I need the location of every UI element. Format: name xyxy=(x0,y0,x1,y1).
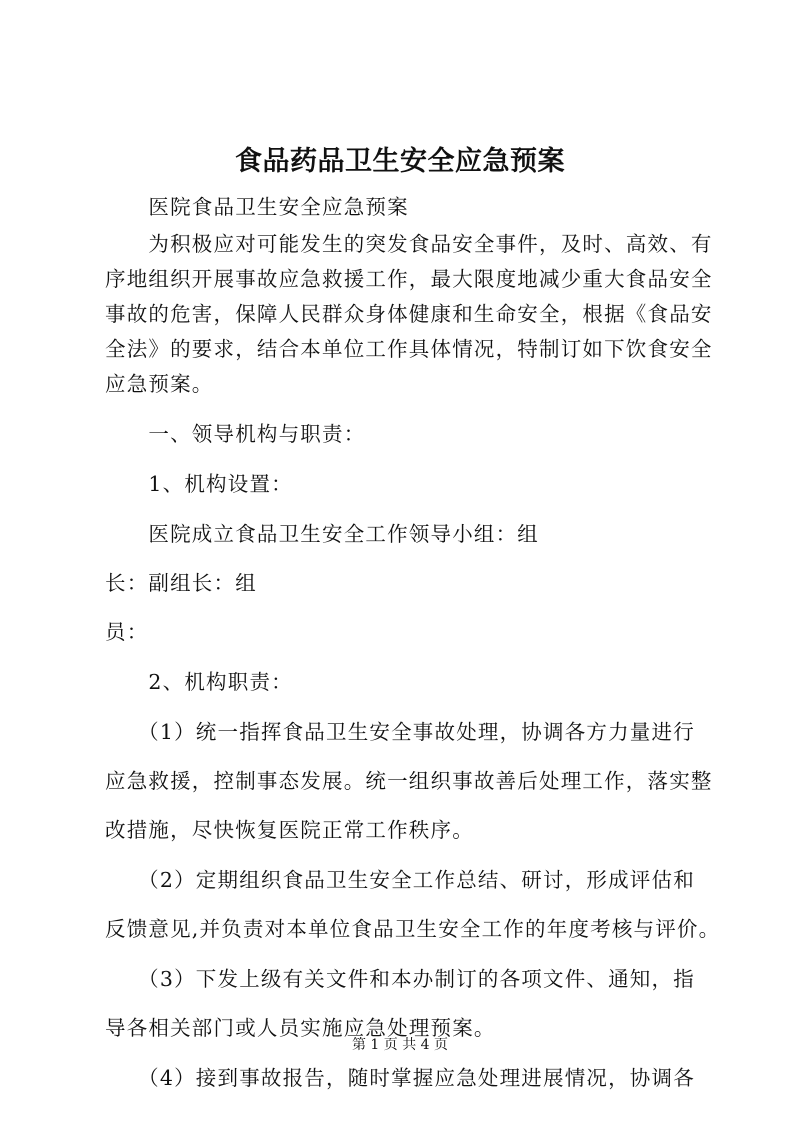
text-line: （4）接到事故报告，随时掌握应急处理进展情况，协调各 xyxy=(105,1066,695,1090)
paragraph-setup xyxy=(105,517,705,650)
subsection-heading xyxy=(105,665,705,700)
text-line: 导各相关部门或人员实施应急处理预案。 xyxy=(105,1016,496,1040)
document-body xyxy=(105,190,721,1096)
text-line: （2）定期组织食品卫生安全工作总结、研讨，形成评估和 xyxy=(105,868,695,892)
text-line: 1、机构设置： xyxy=(105,472,293,496)
text-line: 应急救援，控制事态发展。统一组织事故善后处理工作，落实整 xyxy=(105,769,713,793)
document-title: 食品药品卫生安全应急预案 xyxy=(235,146,565,177)
text-line: 反馈意见,并负责对本单位食品卫生安全工作的年度考核与评价。 xyxy=(105,917,721,941)
text-line: 为积极应对可能发生的突发食品安全事件，及时、高效、有 xyxy=(105,232,713,256)
text-line: 序地组织开展事故应急救援工作，最大限度地减少重大食品安全 xyxy=(105,267,713,291)
text-line: 全法》的要求，结合本单位工作具体情况，特制订如下饮食安全 xyxy=(105,337,713,361)
section-heading xyxy=(105,417,705,452)
text-line: 应急预案。 xyxy=(105,372,214,396)
text-line: 医院成立食品卫生安全工作领导小组：组 xyxy=(105,522,539,546)
paragraph-duty-2 xyxy=(105,863,721,947)
text-line: 2、机构职责： xyxy=(105,670,293,694)
paragraph-duty-1 xyxy=(105,715,713,848)
subsection-heading xyxy=(105,467,705,502)
text-line: 事故的危害，保障人民群众身体健康和生命安全，根据《食品安 xyxy=(105,302,713,326)
text-line: 一、领导机构与职责： xyxy=(105,422,366,446)
text-line: 长：副组长：组 xyxy=(105,571,257,595)
line-subtitle xyxy=(105,190,705,225)
paragraph-duty-4 xyxy=(105,1061,705,1096)
paragraph-duty-3 xyxy=(105,962,705,1046)
page-footer: 第 1 页 共 4 页 xyxy=(351,1037,449,1053)
paragraph-intro xyxy=(105,227,713,402)
text-line: 医院食品卫生安全应急预案 xyxy=(105,195,409,219)
text-line: 改措施，尽快恢复医院正常工作秩序。 xyxy=(105,818,474,842)
text-line: （3）下发上级有关文件和本办制订的各项文件、通知，指 xyxy=(105,967,695,991)
text-line: 员： xyxy=(105,620,149,644)
text-line: （1）统一指挥食品卫生安全事故处理，协调各方力量进行 xyxy=(105,720,695,744)
